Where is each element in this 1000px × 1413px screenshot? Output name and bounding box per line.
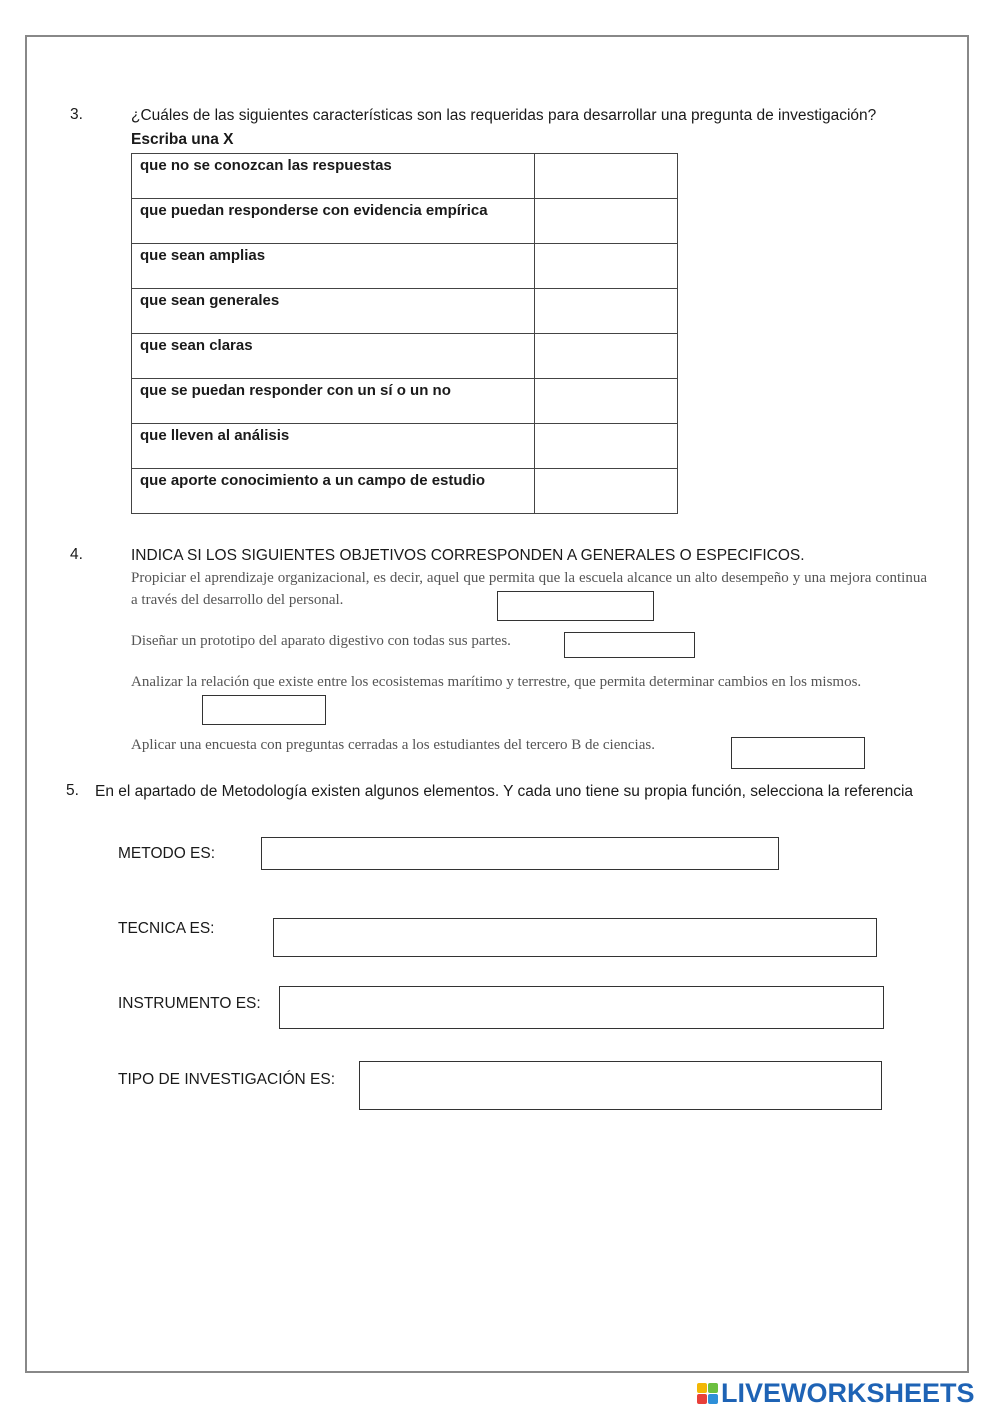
table-row (132, 154, 678, 199)
q3-answer-cell[interactable] (535, 244, 678, 289)
tecnica-input[interactable] (273, 918, 877, 957)
metodo-input[interactable] (261, 837, 779, 870)
q4-item-1: Propiciar el aprendizaje organizacional, es decir, aquel que permita que la escuela alcance un alto desempeño y una mejora continua a través del desarrollo del personal. (131, 570, 927, 608)
q4-question: INDICA SI LOS SIGUIENTES OBJETIVOS CORRESPONDEN A GENERALES O ESPECIFICOS. (131, 547, 805, 564)
q3-row-label: que se puedan responder con un sí o un no (132, 379, 535, 424)
tipo-investigacion-input[interactable] (359, 1061, 882, 1110)
instrumento-label: INSTRUMENTO ES: (118, 995, 261, 1012)
table-row (132, 244, 678, 289)
q3-answer-cell[interactable] (535, 469, 678, 514)
q4-item-3: Analizar la relación que existe entre los ecosistemas marítimo y terrestre, que permita determinar cambios en los mismos. (131, 674, 862, 690)
liveworksheets-logo (697, 1378, 975, 1408)
q4-item-2: Diseñar un prototipo del aparato digestivo con todas sus partes. (131, 633, 511, 649)
q3-row-label: que no se conozcan las respuestas (132, 154, 535, 199)
q3-answer-cell[interactable] (535, 379, 678, 424)
q3-row-label: que aporte conocimiento a un campo de estudio (132, 469, 535, 514)
table-row (132, 199, 678, 244)
q3-answer-cell[interactable] (535, 154, 678, 199)
q3-row-label: que sean amplias (132, 244, 535, 289)
table-row (132, 379, 678, 424)
q3-row-label: que lleven al análisis (132, 424, 535, 469)
q4-answer-input-1[interactable] (497, 591, 654, 621)
q4-number: 4. (70, 546, 83, 563)
table-row (132, 469, 678, 514)
table-row (132, 424, 678, 469)
q3-row-label: que sean claras (132, 334, 535, 379)
q4-item-4: Aplicar una encuesta con preguntas cerradas a los estudiantes del tercero B de ciencias. (131, 737, 655, 753)
table-row (132, 334, 678, 379)
tecnica-label: TECNICA ES: (118, 920, 215, 937)
q4-answer-input-3[interactable] (202, 695, 326, 725)
q5-number: 5. (66, 782, 79, 799)
q3-answer-cell[interactable] (535, 424, 678, 469)
instrumento-input[interactable] (279, 986, 884, 1029)
metodo-label: METODO ES: (118, 845, 216, 862)
q3-row-label: que puedan responderse con evidencia empírica (132, 199, 535, 244)
q3-answer-cell[interactable] (535, 199, 678, 244)
liveworksheets-brand: LIVEWORKSHEETS (721, 1377, 975, 1408)
q5-question: En el apartado de Metodología existen algunos elementos. Y cada uno tiene su propia función, selecciona la referencia (95, 783, 914, 800)
q3-question: ¿Cuáles de las siguientes características son las requeridas para desarrollar una pregunta de investigación? (131, 107, 877, 124)
q4-answer-input-2[interactable] (564, 632, 695, 658)
q3-answer-cell[interactable] (535, 334, 678, 379)
q4-answer-input-4[interactable] (731, 737, 865, 769)
q3-answer-cell[interactable] (535, 289, 678, 334)
q3-instruction: Escriba una X (131, 131, 234, 148)
tipo-investigacion-label: TIPO DE INVESTIGACIÓN ES: (118, 1071, 336, 1088)
table-row (132, 289, 678, 334)
q3-number: 3. (70, 106, 83, 123)
q3-row-label: que sean generales (132, 289, 535, 334)
liveworksheets-logo-icon (697, 1383, 718, 1404)
q3-table (131, 153, 678, 514)
